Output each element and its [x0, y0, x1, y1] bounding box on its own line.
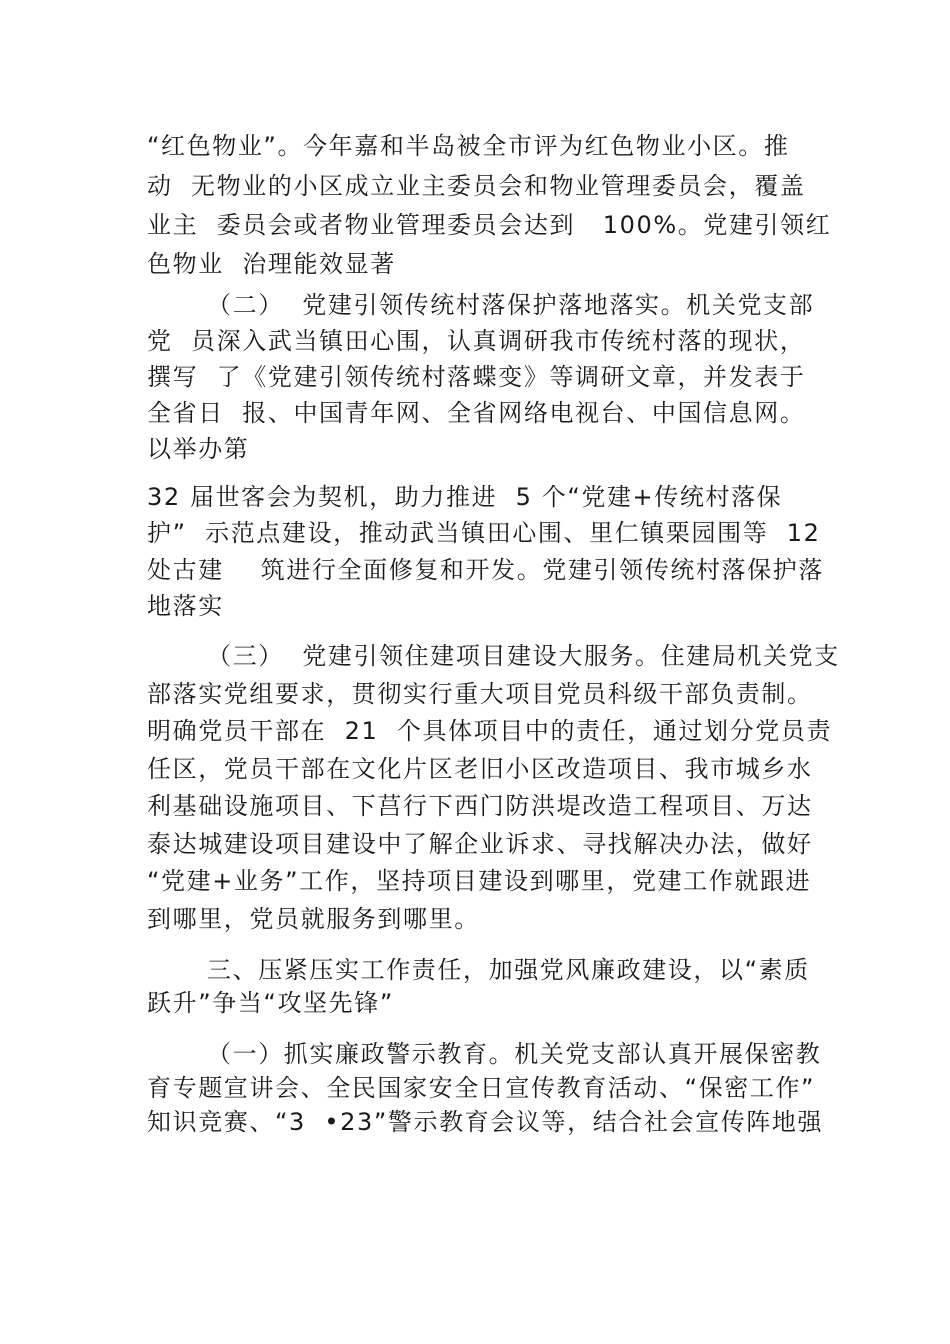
text-line-16: 明确党员干部在 21 个具体项目中的责任，通过划分党员责	[147, 717, 833, 745]
text-line-12: 处古建 筑进行全面修复和开发。党建引领传统村落保护落	[147, 556, 824, 584]
text-line-5: （二） 党建引领传统村落保护落地落实。机关党支部	[207, 291, 815, 319]
text-line-7: 撰写 了《党建引领传统村落蝶变》等调研文章，并发表于	[147, 363, 806, 391]
text-line-3: 业主 委员会或者物业管理委员会达到 100%。党建引领红	[147, 211, 832, 239]
text-line-11: 护” 示范点建设，推动武当镇田心围、里仁镇栗园围等 12	[147, 519, 821, 547]
text-line-8: 全省日 报、中国青年网、全省网络电视台、中国信息网。	[147, 399, 806, 427]
text-line-21: 到哪里，党员就服务到哪里。	[147, 905, 480, 933]
text-line-15: 部落实党组要求，贯彻实行重大项目党员科级干部负责制。	[147, 680, 813, 708]
text-line-13: 地落实	[147, 592, 224, 620]
text-line-22: 三、压紧压实工作责任，加强党风廉政建设，以“素质	[207, 956, 810, 984]
text-line-6: 党 员深入武当镇田心围，认真调研我市传统村落的现状，	[147, 327, 806, 355]
text-line-26: 知识竞赛、“3 •23”警示教育会议等，结合社会宣传阵地强	[147, 1108, 824, 1136]
text-line-4: 色物业 治理能效显著	[147, 250, 396, 278]
text-line-14: （三） 党建引领住建项目建设大服务。住建局机关党支	[207, 642, 840, 670]
text-line-10: 32 届世客会为契机，助力推进 5 个“党建+传统村落保	[147, 483, 783, 511]
text-line-2: 动 无物业的小区成立业主委员会和物业管理委员会，覆盖	[147, 172, 806, 200]
text-line-25: 育专题宣讲会、全民国家安全日宣传教育活动、“保密工作”	[147, 1074, 816, 1102]
text-line-18: 利基础设施项目、下莒行下西门防洪堤改造工程项目、万达	[147, 792, 813, 820]
text-line-19: 泰达城建设项目建设中了解企业诉求、寻找解决办法，做好	[147, 830, 813, 858]
text-line-23: 跃升”争当“攻坚先锋”	[147, 989, 394, 1017]
text-line-9: 以举办第	[147, 435, 250, 463]
text-line-20: “党建+业务”工作，坚持项目建设到哪里，党建工作就跟进	[147, 867, 812, 895]
text-line-17: 任区，党员干部在文化片区老旧小区改造项目、我市城乡水	[147, 755, 813, 783]
text-line-1: “红色物业”。今年嘉和半岛被全市评为红色物业小区。推	[147, 132, 790, 160]
text-line-24: （一）抓实廉政警示教育。机关党支部认真开展保密教	[207, 1040, 822, 1068]
